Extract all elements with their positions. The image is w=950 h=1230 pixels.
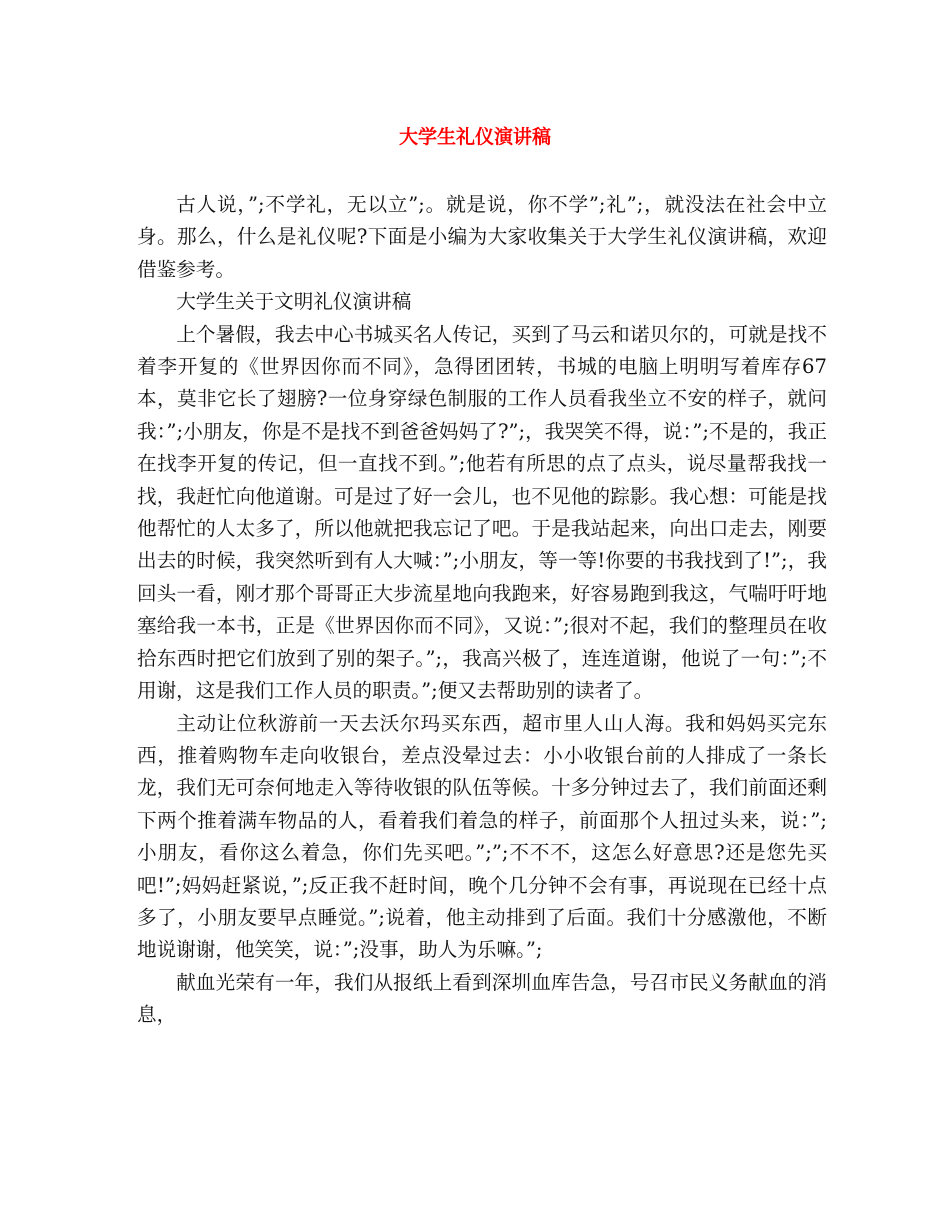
paragraph-subheading: 大学生关于文明礼仪演讲稿 (176, 290, 412, 314)
paragraph-intro: 古人说，”;不学礼，无以立”;。就是说，你不学”;礼”;，就没法在社会中立身。那么，什么是礼仪呢?下面是小编为大家收集关于大学生礼仪演讲稿，欢迎借鉴参考。 (137, 193, 827, 281)
document-body (137, 189, 827, 1032)
paragraph-bookstore-story: 上个暑假，我去中心书城买名人传记，买到了马云和诺贝尔的，可就是找不着李开复的《世界因你而不同》，急得团团转，书城的电脑上明明写着库存67本，莫非它长了翅膀?一位身穿绿色制服的工作人员看我坐立不安的样子，就问我：”;小朋友，你是不是找不到爸爸妈妈了?”;，我哭笑不得，说：”;不是的，我正在找李开复的传记，但一直找不到。”;他若有所思的点了点头，说尽量帮我找一找，我赶忙向他道谢。可是过了好一会儿，也不见他的踪影。我心想：可能是找他帮忙的人太多了，所以他就把我忘记了吧。于是我站起来，向出口走去，刚要出去的时候，我突然听到有人大喊：”;小朋友，等一等!你要的书我找到了!”;，我回头一看，刚才那个哥哥正大步流星地向我跑来，好容易跑到我这，气喘吁吁地塞给我一本书，正是《世界因你而不同》，又说：”;很对不起，我们的整理员在收拾东西时把它们放到了别的架子。”;，我高兴极了，连连道谢，他说了一句：”;不用谢，这是我们工作人员的职责。”;便又去帮助别的读者了。 (137, 322, 827, 703)
paragraph-blood-donation: 献血光荣有一年，我们从报纸上看到深圳血库告急，号召市民义务献血的消息， (137, 970, 827, 1027)
document-title: 大学生礼仪演讲稿 (398, 126, 551, 148)
paragraph-supermarket-story: 主动让位秋游前一天去沃尔玛买东西，超市里人山人海。我和妈妈买完东西，推着购物车走向收银台，差点没晕过去：小小收银台前的人排成了一条长龙，我们无可奈何地走入等待收银的队伍等候。十多分钟过去了，我们前面还剩下两个推着满车物品的人，看着我们着急的样子，前面那个人扭过头来，说：”;小朋友，看你这么着急，你们先买吧。”;”;不不不，这怎么好意思?还是您先买吧!”;妈妈赶紧说，”;反正我不赶时间，晚个几分钟不会有事，再说现在已经十点多了，小朋友要早点睡觉。”;说着，他主动排到了后面。我们十分感激他，不断地说谢谢，他笑笑，说：”;没事，助人为乐嘛。”; (137, 711, 827, 962)
